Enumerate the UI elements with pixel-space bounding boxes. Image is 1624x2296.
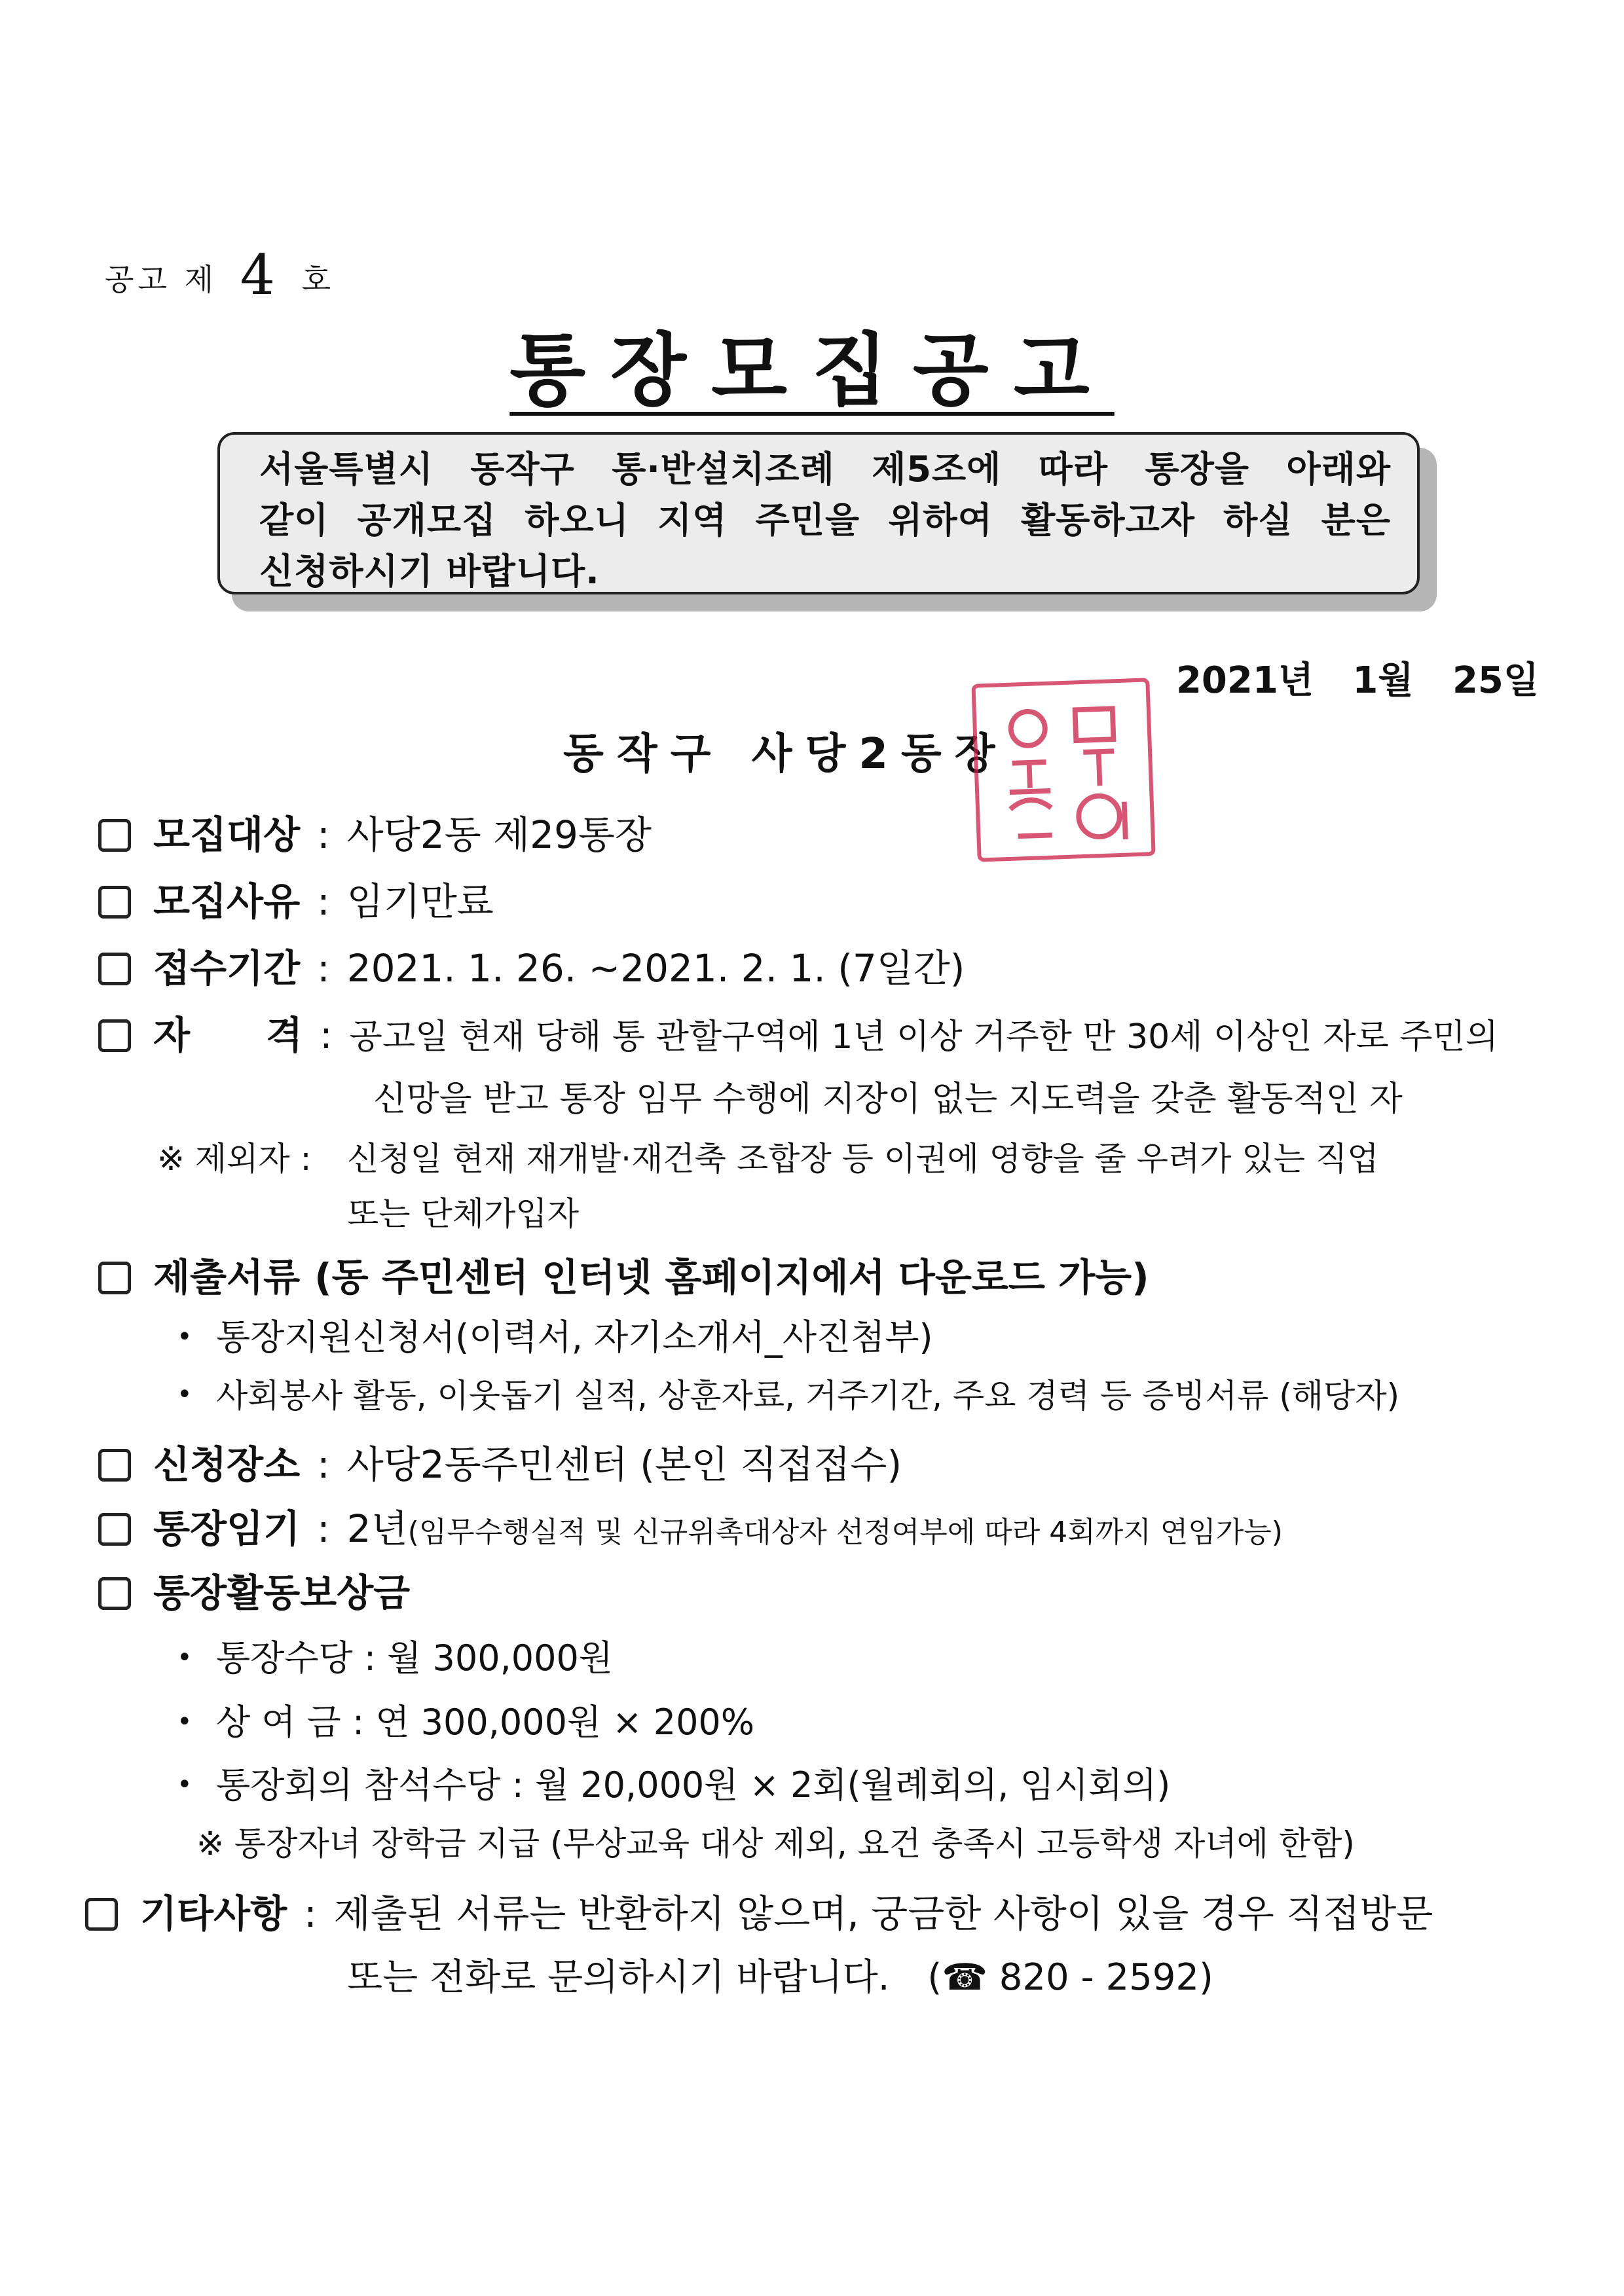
section-place [98,1434,902,1489]
notice-number [105,239,335,307]
seal-graphic [976,682,1152,858]
other-line-2-row [347,1948,1213,2001]
exclusion-line-1: 신청일 현재 재개발·재건축 조합장 등 이권에 영향을 줄 우려가 있는 직업 [347,1140,1379,1178]
term-value: 2년 [346,1506,408,1551]
qualification-line-1: 공고일 현재 당해 통 관할구역에 1년 이상 거주한 만 30세 이상인 자로 주민의 [349,1017,1498,1057]
compensation-item [177,1757,1170,1808]
exclusion-line-2: 또는 단체가입자 [347,1195,579,1233]
colon: : [317,812,330,857]
period-value: 2021. 1. 26. ~2021. 2. 1. (7일간) [346,946,965,991]
intro-line-2: 같이 공개모집 하오니 지역 주민을 위하여 활동하고자 하실 분은 [259,500,1391,541]
documents-item [177,1309,933,1360]
phone-number: (☎ 820 - 2592) [927,1956,1213,1999]
page-title [0,308,1624,420]
colon: : [317,879,330,924]
compensation-item-text: 통장회의 참석수당 : 월 20,000원 × 2회(월례회의, 임시회의) [216,1764,1171,1806]
section-other [85,1883,1433,1938]
section-period [98,938,965,993]
target-label: 모집대상 [153,812,301,857]
reason-label: 모집사유 [153,879,301,924]
notice-prefix: 공고 제 [105,262,217,297]
section-term [98,1498,1283,1553]
intro-box [217,432,1420,594]
checkbox-icon [85,1898,118,1931]
reason-value: 임기만료 [346,879,494,924]
term-detail: (임무수행실적 및 신규위촉대상자 선정여부에 따라 4회까지 연임가능) [407,1516,1283,1549]
other-line-1: 제출된 서류는 반환하지 않으며, 궁금한 사항이 있을 경우 직접방문 [333,1891,1433,1936]
target-value: 사당2동 제29통장 [346,812,652,857]
documents-item-text: 사회봉사 활동, 이웃돕기 실적, 상훈자료, 거주기간, 주요 경력 등 증빙서류 (해당자) [216,1377,1400,1415]
documents-item [177,1370,1399,1417]
other-line-2: 또는 전화로 문의하시기 바랍니다. [347,1956,890,1999]
notice-suffix: 호 [301,262,335,297]
intro-line-3: 신청하시기 바랍니다. [259,551,600,592]
checkbox-icon [98,1262,131,1294]
scholarship-note: ※ 통장자녀 장학금 지급 (무상교육 대상 제외, 요건 충족시 고등학생 자녀에 한함) [196,1825,1355,1863]
compensation-item [177,1694,754,1745]
documents-label: 제출서류 [153,1255,301,1300]
bullet-icon: • [177,1643,193,1673]
qualification-line-2: 신망을 받고 통장 임무 수행에 지장이 없는 지도력을 갖춘 활동적인 자 [373,1080,1403,1119]
checkbox-icon [98,1019,131,1052]
intro-line-1: 서울특별시 동작구 통·반설치조례 제5조에 따라 통장을 아래와 [259,448,1391,490]
place-label: 신청장소 [153,1442,301,1487]
section-qualification [98,1004,1498,1059]
bullet-icon: • [177,1770,193,1800]
period-label: 접수기간 [153,946,301,991]
section-documents [98,1247,1149,1302]
issuer: 동작구 사당2동장 [563,730,1008,778]
checkbox-icon [98,819,131,852]
bullet-icon: • [177,1707,193,1737]
notice-number-value: 4 [240,243,280,307]
term-label: 통장임기 [153,1506,301,1551]
compensation-item-text: 통장수당 : 월 300,000원 [216,1637,613,1679]
documents-note: (동 주민센터 인터넷 홈페이지에서 다운로드 가능) [314,1255,1149,1300]
compensation-item-text: 상 여 금 : 연 300,000원 × 200% [216,1702,755,1743]
colon: : [317,1442,330,1487]
section-target [98,804,652,859]
compensation-label: 통장활동보상금 [153,1571,411,1615]
place-value: 사당2동주민센터 (본인 직접접수) [346,1442,902,1487]
official-seal [971,678,1155,862]
colon: : [304,1891,317,1936]
compensation-item [177,1630,613,1681]
colon: : [317,946,330,991]
page-title-text: 통장모집공고 [509,325,1115,416]
bullet-icon: • [177,1379,193,1410]
documents-item-text: 통장지원신청서(이력서, 자기소개서_사진첨부) [216,1317,933,1358]
checkbox-icon [98,1513,131,1546]
checkbox-icon [98,1449,131,1482]
section-compensation [98,1562,410,1617]
section-reason [98,871,494,926]
exclusion-label: ※ 제외자 : [157,1140,312,1178]
colon: : [320,1013,333,1057]
checkbox-icon [98,953,131,985]
checkbox-icon [98,886,131,919]
colon: : [317,1506,330,1551]
qualification-label: 자 격 [153,1013,303,1057]
checkbox-icon [98,1577,131,1610]
other-label: 기타사항 [140,1891,287,1936]
announcement-date: 2021년 1월 25일 [1175,659,1539,702]
bullet-icon: • [177,1322,193,1352]
